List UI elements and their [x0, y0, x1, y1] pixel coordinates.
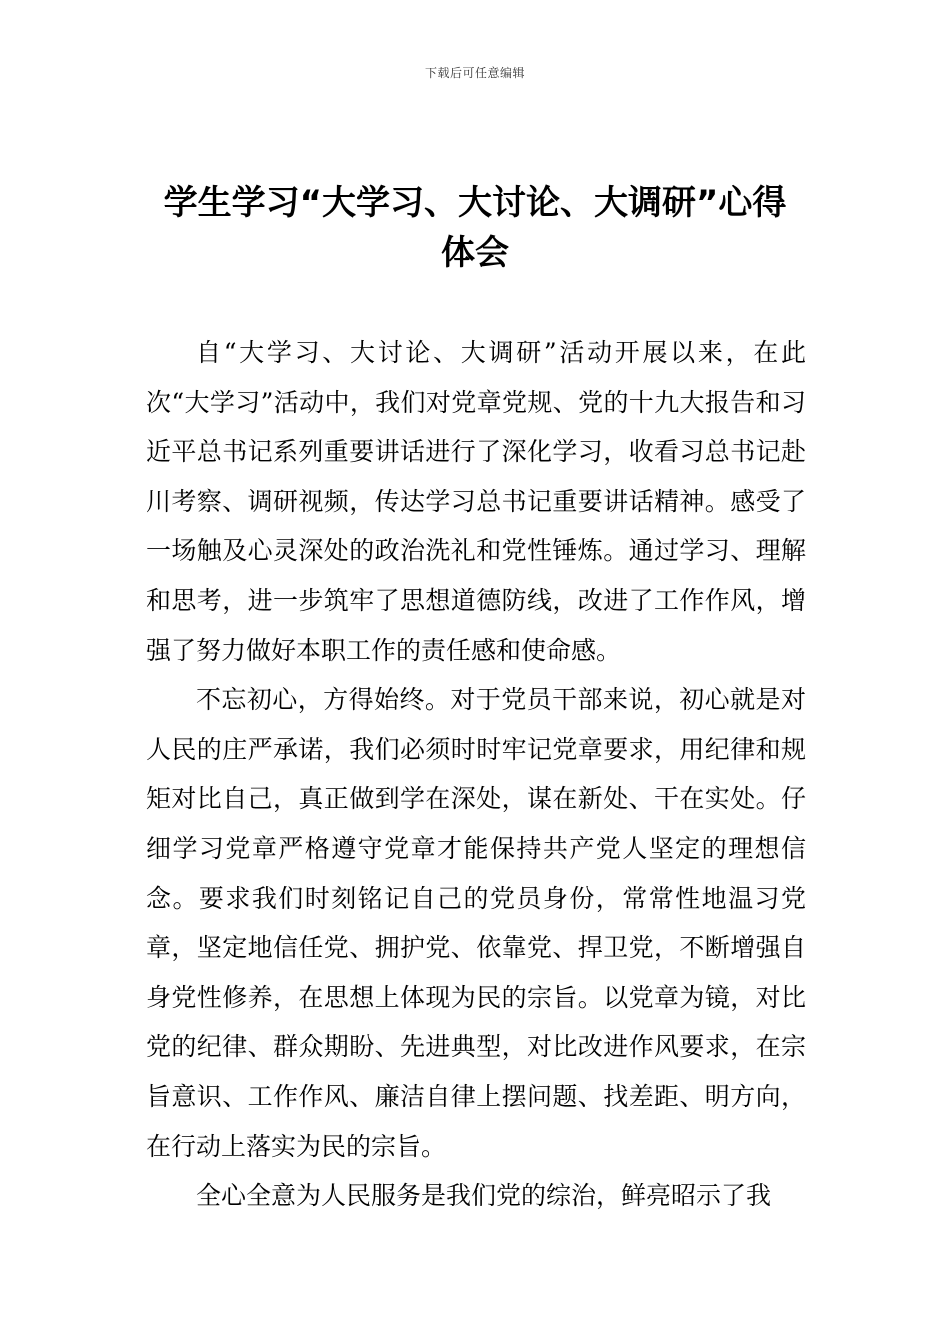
document-title: 学生学习“大学习、大讨论、大调研”心得体会 — [163, 183, 787, 273]
paragraph: 不忘初心，方得始终。对于党员干部来说，初心就是对人民的庄严承诺，我们必须时时牢记党章要求，用纪律和规矩对比自己，真正做到学在深处，谋在新处、干在实处。仔细学习党章严格遵守党章才能保持共产党人坚定的理想信念。要求我们时刻铭记自己的党员身份，常常性地温习党章，坚定地信任党、拥护党、依靠党、捍卫党，不断增强自身党性修养，在思想上体现为民的宗旨。以党章为镜，对比党的纪律、群众期盼、先进典型，对比改进作风要求，在宗旨意识、工作作风、廉洁自律上摆问题、找差距、明方向，在行动上落实为民的宗旨。 — [146, 685, 806, 1161]
document-body — [146, 328, 806, 1221]
header-note: 下载后可任意编辑 — [424, 66, 525, 80]
paragraph: 自“大学习、大讨论、大调研”活动开展以来，在此次“大学习”活动中，我们对党章党规、党的十九大报告和习近平总书记系列重要讲话进行了深化学习，收看习总书记赴川考察、调研视频，传达学习总书记重要讲话精神。感受了一场触及心灵深处的政治洗礼和党性锤炼。通过学习、理解和思考，进一步筑牢了思想道德防线，改进了工作作风，增强了努力做好本职工作的责任感和使命感。 — [146, 338, 806, 665]
paragraph: 全心全意为人民服务是我们党的综治，鲜亮昭示了我 — [196, 1181, 772, 1211]
